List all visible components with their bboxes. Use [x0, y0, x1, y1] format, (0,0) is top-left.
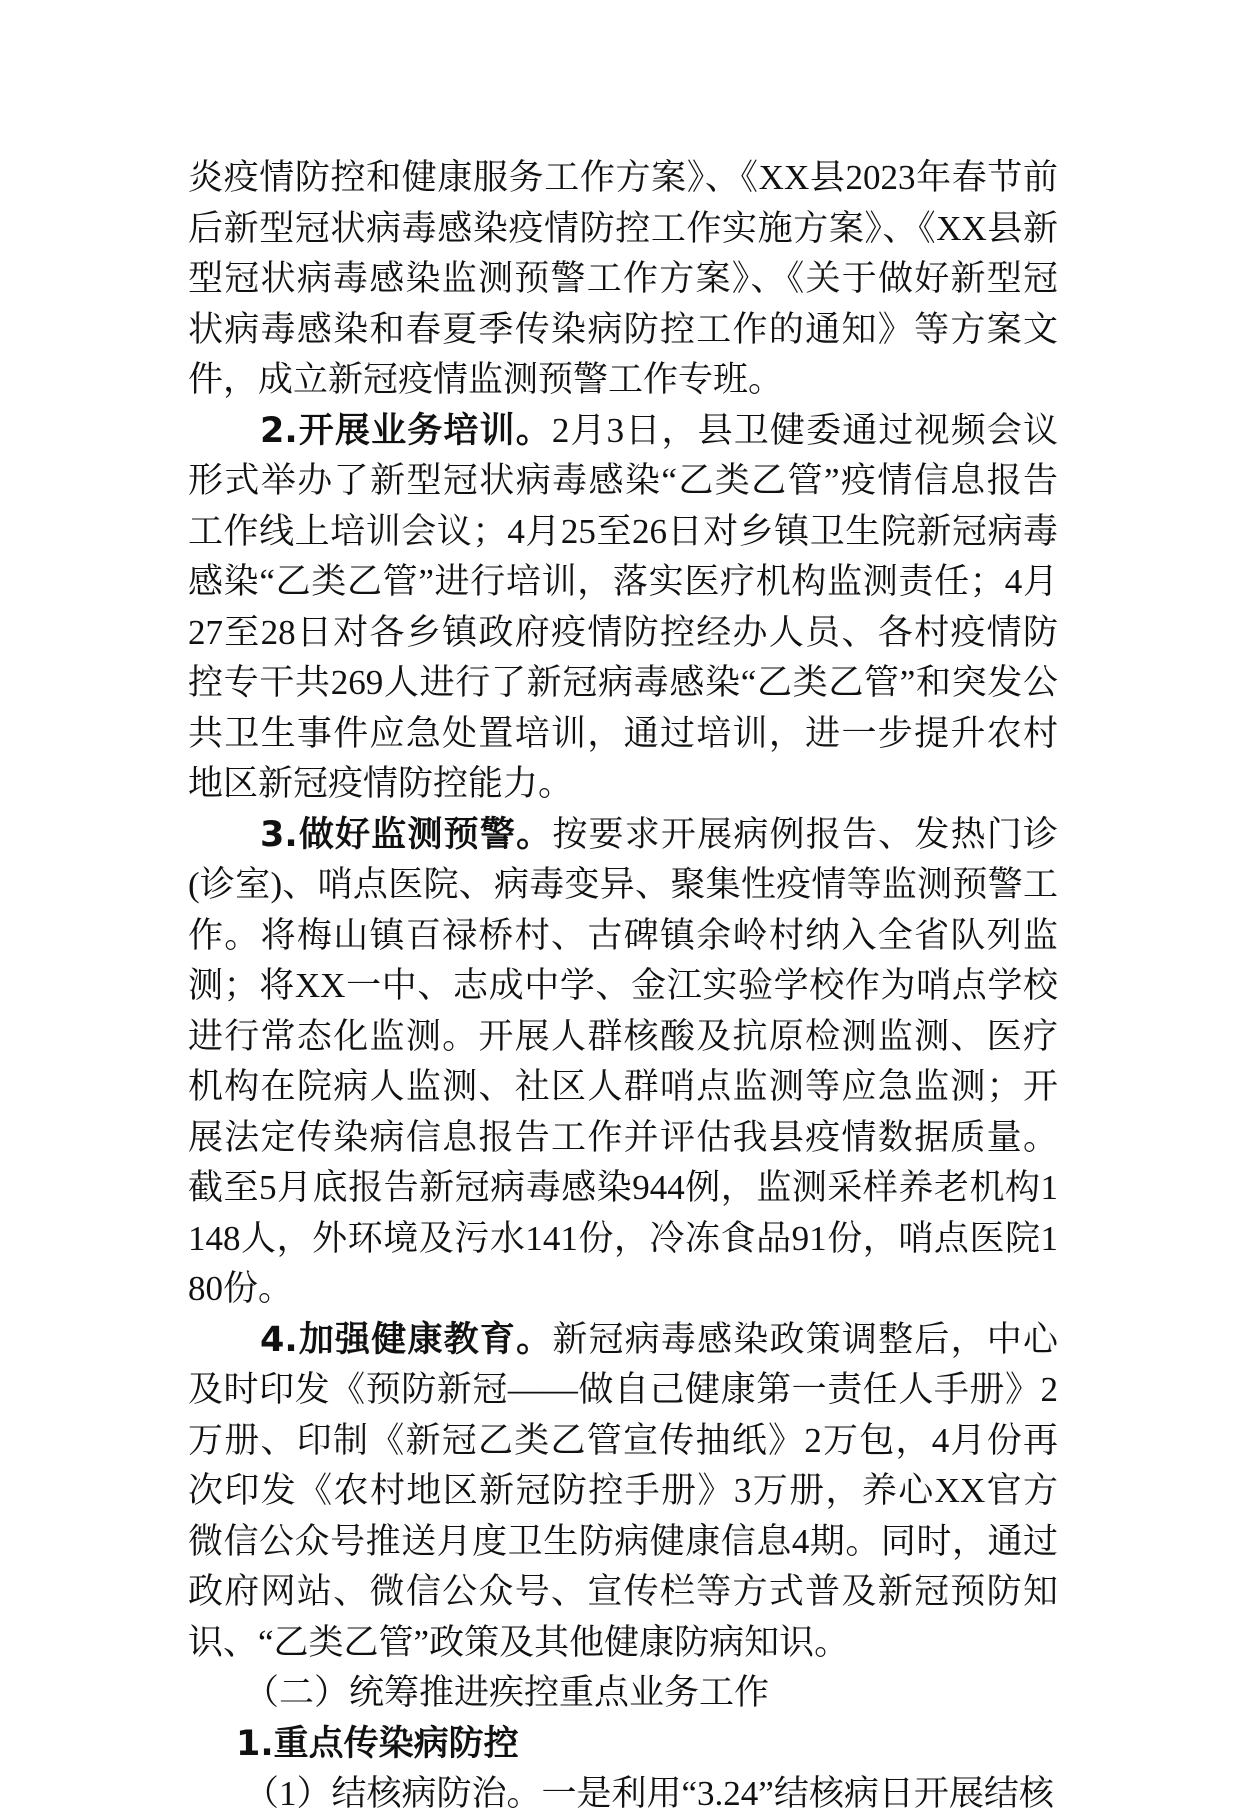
paragraph-monitoring-warning	[188, 810, 1058, 1315]
paragraph-plan-documents: 炎疫情防控和健康服务工作方案》、《XX县2023年春节前后新型冠状病毒感染疫情防控工作实施方案》、《XX县新型冠状病毒感染监测预警工作方案》、《关于做好新型冠状病毒感染和春夏季传染病防控工作的通知》等方案文件，成立新冠疫情监测预警工作专班。	[188, 158, 1058, 399]
paragraph-lead-health-education: 4.加强健康教育。	[260, 1319, 553, 1360]
paragraph-health-education	[188, 1315, 1058, 1669]
section-heading-key-work: （二）统筹推进疾控重点业务工作	[244, 1673, 770, 1712]
paragraph-tuberculosis: （1）结核病防治。一是利用“3.24”结核病日开展结核	[244, 1774, 1054, 1813]
document-page	[188, 153, 1058, 1820]
subsection-heading-infectious-disease: 1.重点传染病防控	[236, 1723, 519, 1764]
paragraph-body-health-education: 新冠病毒感染政策调整后，中心及时印发《预防新冠——做自己健康第一责任人手册》2万册、印制《新冠乙类乙管宣传抽纸》2万包，4月份再次印发《农村地区新冠防控手册》3万册，养心XX官方微信公众号推送月度卫生防病健康信息4期。同时，通过政府网站、微信公众号、宣传栏等方式普及新冠预防知识、“乙类乙管”政策及其他健康防病知识。	[188, 1319, 1058, 1662]
paragraph-lead-monitoring-warning: 3.做好监测预警。	[260, 814, 553, 855]
paragraph-lead-business-training: 2.开展业务培训。	[260, 410, 552, 451]
paragraph-body-monitoring-warning: 按要求开展病例报告、发热门诊(诊室)、哨点医院、病毒变异、聚集性疫情等监测预警工作。将梅山镇百禄桥村、古碑镇余岭村纳入全省队列监测；将XX一中、志成中学、金江实验学校作为哨点学校进行常态化监测。开展人群核酸及抗原检测监测、医疗机构在院病人监测、社区人群哨点监测等应急监测；开展法定传染病信息报告工作并评估我县疫情数据质量。截至5月底报告新冠病毒感染944例，监测采样养老机构1148人，外环境及污水141份，冷冻食品91份，哨点医院180份。	[188, 814, 1058, 1308]
paragraph-business-training	[188, 406, 1058, 810]
paragraph-body-business-training: 2月3日，县卫健委通过视频会议形式举办了新型冠状病毒感染“乙类乙管”疫情信息报告工作线上培训会议；4月25至26日对乡镇卫生院新冠病毒感染“乙类乙管”进行培训，落实医疗机构监测责任；4月27至28日对各乡镇政府疫情防控经办人员、各村疫情防控专干共269人进行了新冠病毒感染“乙类乙管”和突发公共卫生事件应急处置培训，通过培训，进一步提升农村地区新冠疫情防控能力。	[188, 410, 1058, 803]
